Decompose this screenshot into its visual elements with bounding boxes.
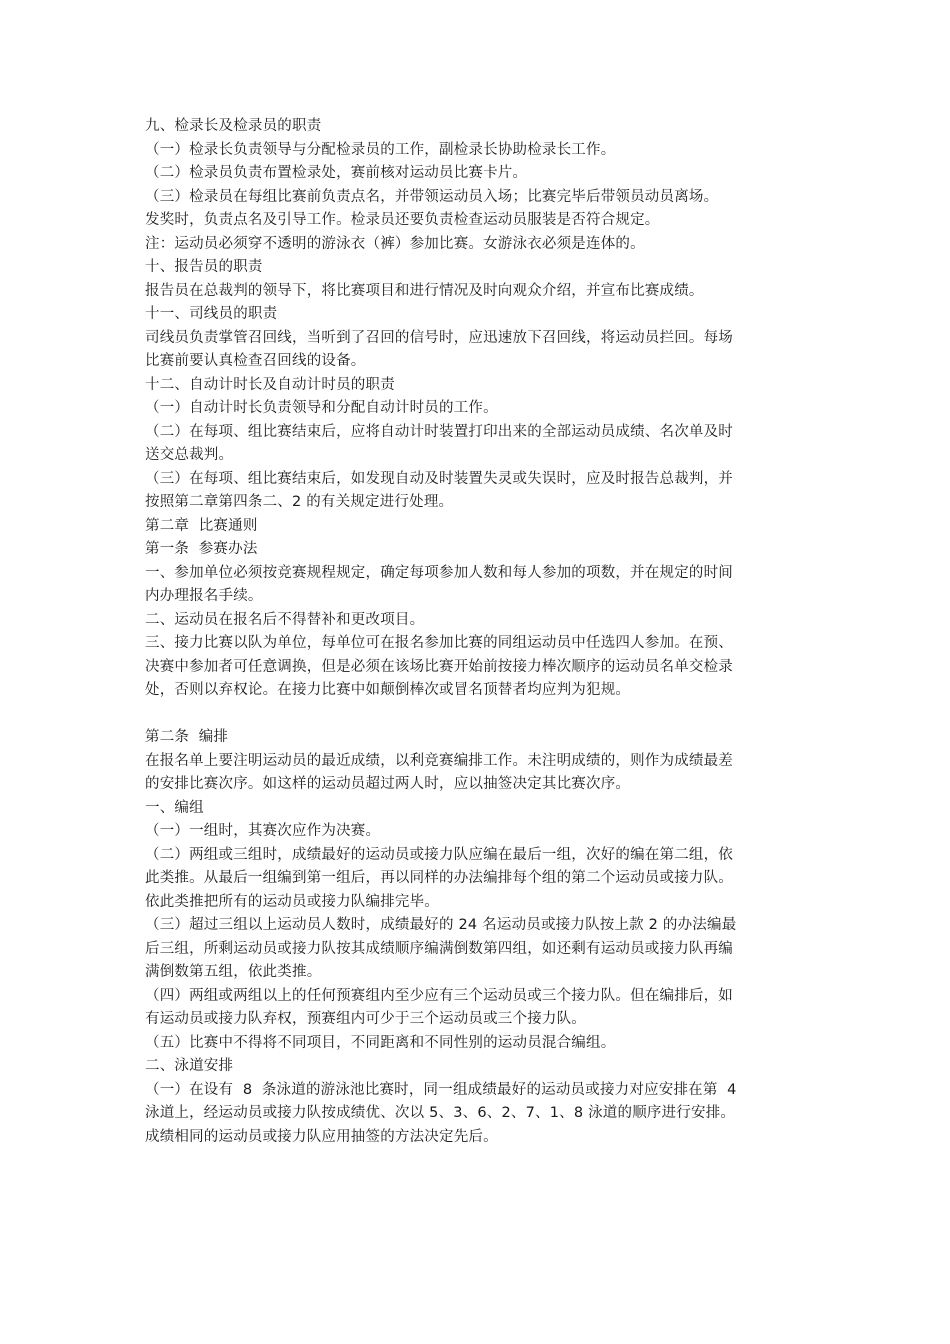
text-line: 注：运动员必须穿不透明的游泳衣（裤）参加比赛。女游泳衣必须是连体的。 xyxy=(145,235,645,252)
text-line: 二、泳道安排 xyxy=(145,1058,234,1074)
text-line: 的安排比赛次序。如这样的运动员超过两人时，应以抽签决定其比赛次序。 xyxy=(145,776,631,792)
text-line: 十二、自动计时长及自动计时员的职责 xyxy=(145,376,395,393)
text-line: （一）自动计时长负责领导和分配自动计时员的工作。 xyxy=(145,400,498,416)
text-line: 十一、司线员的职责 xyxy=(145,306,278,322)
text-line: 后三组，所剩运动员或接力队按其成绩顺序编满倒数第四组，如还剩有运动员或接力队再编 xyxy=(145,940,733,957)
text-line: 此类推。从最后一组编到第一组后，再以同样的办法编排每个组的第二个运动员或接力队。 xyxy=(145,870,733,886)
text-line: 一、编组 xyxy=(145,799,204,816)
text-line: 十、报告员的职责 xyxy=(145,259,263,275)
text-line: 有运动员或接力队弃权，预赛组内可少于三个运动员或三个接力队。 xyxy=(145,1011,586,1027)
text-line: （一）在设有 8 条泳道的游泳池比赛时，同一组成绩最好的运动员或接力对应安排在第 4 xyxy=(145,1081,737,1098)
text-line: 第二条 编排 xyxy=(145,729,229,745)
text-line: （三）超过三组以上运动员人数时，成绩最好的 24 名运动员或接力队按上款 2 的办法编最 xyxy=(145,917,737,933)
text-line: 第一条 参赛办法 xyxy=(145,541,258,557)
text-line: 满倒数第五组，依此类推。 xyxy=(145,964,322,980)
text-line: 泳道上，经运动员或接力队按成绩优、次以 5、3、6、2、7、1、8 泳道的顺序进行安排。 xyxy=(145,1105,736,1121)
text-line: （五）比赛中不得将不同项目，不同距离和不同性别的运动员混合编组。 xyxy=(145,1034,616,1051)
text-line: 内办理报名手续。 xyxy=(145,588,263,604)
text-line: 九、检录长及检录员的职责 xyxy=(145,118,322,134)
text-line: 二、运动员在报名后不得替补和更改项目。 xyxy=(145,611,425,628)
text-line: （三）检录员在每组比赛前负责点名，并带领运动员入场；比赛完毕后带领员动员离场。 xyxy=(145,188,719,205)
document-body xyxy=(145,115,810,1149)
text-line: 送交总裁判。 xyxy=(145,447,234,463)
text-line: 一、参加单位必须按竞赛规程规定，确定每项参加人数和每人参加的项数，并在规定的时间 xyxy=(145,564,733,581)
text-line: 依此类推把所有的运动员或接力队编排完毕。 xyxy=(145,893,439,910)
text-line: 三、接力比赛以队为单位，每单位可在报名参加比赛的同组运动员中任选四人参加。在预、 xyxy=(145,635,733,651)
text-line: （二）在每项、组比赛结束后，应将自动计时装置打印出来的全部运动员成绩、名次单及时 xyxy=(145,423,733,440)
text-line: 比赛前要认真检查召回线的设备。 xyxy=(145,353,366,369)
text-line: 司线员负责掌管召回线，当听到了召回的信号时，应迅速放下召回线，将运动员拦回。每场 xyxy=(145,329,733,346)
blank-line xyxy=(145,703,810,727)
text-line: （四）两组或两组以上的任何预赛组内至少应有三个运动员或三个接力队。但在编排后，如 xyxy=(145,987,733,1004)
text-line: 成绩相同的运动员或接力队应用抽签的方法决定先后。 xyxy=(145,1128,498,1145)
text-line: （二）两组或三组时，成绩最好的运动员或接力队应编在最后一组，次好的编在第二组，依 xyxy=(145,846,733,863)
text-line: 按照第二章第四条二、2 的有关规定进行处理。 xyxy=(145,494,454,510)
text-line: 处，否则以弃权论。在接力比赛中如颠倒棒次或冒名顶替者均应判为犯规。 xyxy=(145,682,631,698)
text-line: （一）检录长负责领导与分配检录员的工作，副检录长协助检录长工作。 xyxy=(145,141,616,158)
text-line: 决赛中参加者可任意调换，但是必须在该场比赛开始前按接力棒次顺序的运动员名单交检录 xyxy=(145,658,733,675)
text-line: （一）一组时，其赛次应作为决赛。 xyxy=(145,823,381,839)
text-line: 报告员在总裁判的领导下，将比赛项目和进行情况及时向观众介绍，并宣布比赛成绩。 xyxy=(145,282,704,299)
text-line: 第二章 比赛通则 xyxy=(145,517,258,534)
text-line: 发奖时，负责点名及引导工作。检录员还要负责检查运动员服装是否符合规定。 xyxy=(145,212,660,228)
text-line: （二）检录员负责布置检录处，赛前核对运动员比赛卡片。 xyxy=(145,165,528,181)
text-line: 在报名单上要注明运动员的最近成绩，以利竞赛编排工作。未注明成绩的，则作为成绩最差 xyxy=(145,752,733,769)
text-line: （三）在每项、组比赛结束后，如发现自动及时装置失灵或失误时，应及时报告总裁判，并 xyxy=(145,470,733,487)
